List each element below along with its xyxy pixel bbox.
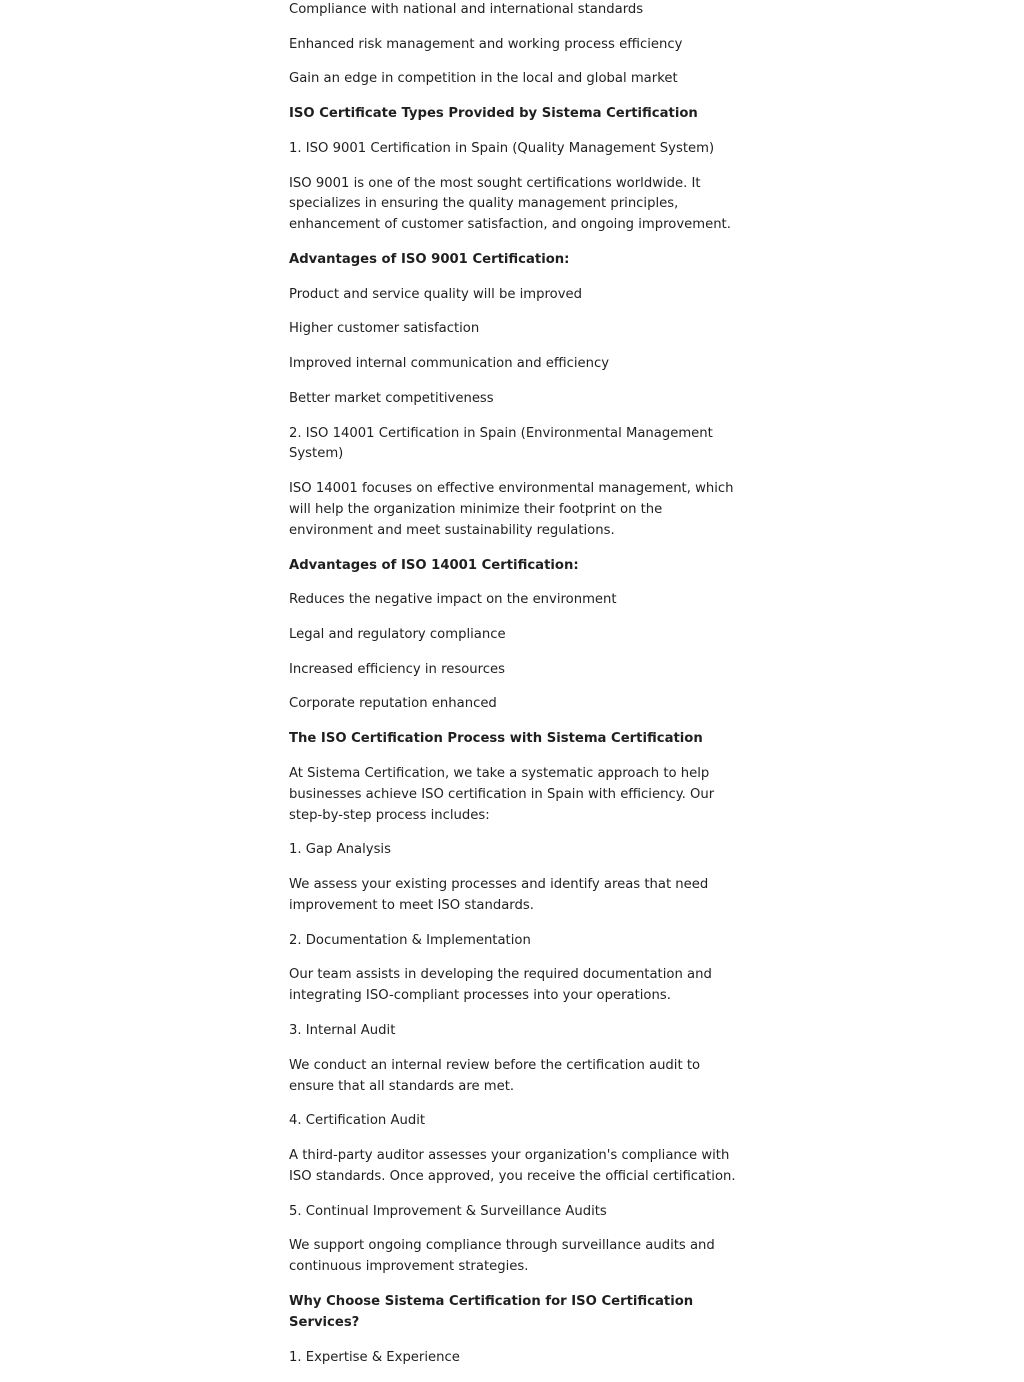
step-certification-audit-description: A third-party auditor assesses your organization's compliance with ISO standards. Once approved, you receive the official certification. <box>289 1148 736 1184</box>
heading-certificate-types: ISO Certificate Types Provided by Sistema Certification <box>289 106 698 122</box>
step-gap-analysis-title: 1. Gap Analysis <box>289 842 391 858</box>
iso-9001-title: 1. ISO 9001 Certification in Spain (Quality Management System) <box>289 140 715 156</box>
iso-14001-advantage-resources: Increased efficiency in resources <box>289 661 505 677</box>
article-body <box>289 0 749 1382</box>
step-internal-audit-description: We conduct an internal review before the certification audit to ensure that all standards are met. <box>289 1057 701 1094</box>
iso-9001-advantage-quality: Product and service quality will be improved <box>289 286 583 302</box>
iso-14001-advantage-impact: Reduces the negative impact on the environment <box>289 592 617 608</box>
step-gap-analysis-description: We assess your existing processes and identify areas that need improvement to meet ISO standards. <box>289 877 709 914</box>
iso-14001-advantage-reputation: Corporate reputation enhanced <box>289 696 497 712</box>
step-certification-audit-title: 4. Certification Audit <box>289 1113 426 1129</box>
benefit-compliance: Compliance with national and international standards <box>289 2 644 17</box>
heading-certification-process: The ISO Certification Process with Sistema Certification <box>289 731 703 747</box>
reason-expertise-title: 1. Expertise & Experience <box>289 1349 460 1365</box>
step-documentation-title: 2. Documentation & Implementation <box>289 932 531 948</box>
step-continual-improvement-description: We support ongoing compliance through surveillance audits and continuous improvement strategies. <box>289 1238 715 1275</box>
iso-14001-advantage-legal: Legal and regulatory compliance <box>289 627 506 643</box>
heading-iso-14001-advantages: Advantages of ISO 14001 Certification: <box>289 557 579 573</box>
benefit-competitive-edge: Gain an edge in competition in the local and global market <box>289 71 678 87</box>
benefit-risk-management: Enhanced risk management and working process efficiency <box>289 36 683 52</box>
iso-9001-advantage-competitiveness: Better market competitiveness <box>289 390 494 406</box>
iso-9001-advantage-satisfaction: Higher customer satisfaction <box>289 321 480 337</box>
iso-14001-title: 2. ISO 14001 Certification in Spain (Environmental Management System) <box>289 425 713 462</box>
step-internal-audit-title: 3. Internal Audit <box>289 1023 396 1039</box>
iso-14001-description: ISO 14001 focuses on effective environmental management, which will help the organization minimize their footprint on the environment and meet sustainability regulations. <box>289 481 734 538</box>
step-documentation-description: Our team assists in developing the required documentation and integrating ISO-compliant processes into your operations. <box>289 967 712 1004</box>
heading-why-choose: Why Choose Sistema Certification for ISO Certification Services? <box>289 1293 694 1330</box>
iso-9001-description: ISO 9001 is one of the most sought certifications worldwide. It specializes in ensuring the quality management principles, enhancement of customer satisfaction, and ongoing improvement. <box>289 175 731 233</box>
iso-9001-advantage-communication: Improved internal communication and efficiency <box>289 356 610 372</box>
step-continual-improvement-title: 5. Continual Improvement & Surveillance Audits <box>289 1203 607 1219</box>
process-intro: At Sistema Certification, we take a systematic approach to help businesses achieve ISO certification in Spain with efficiency. Our step-by-step process includes: <box>289 765 715 823</box>
heading-iso-9001-advantages: Advantages of ISO 9001 Certification: <box>289 252 570 268</box>
